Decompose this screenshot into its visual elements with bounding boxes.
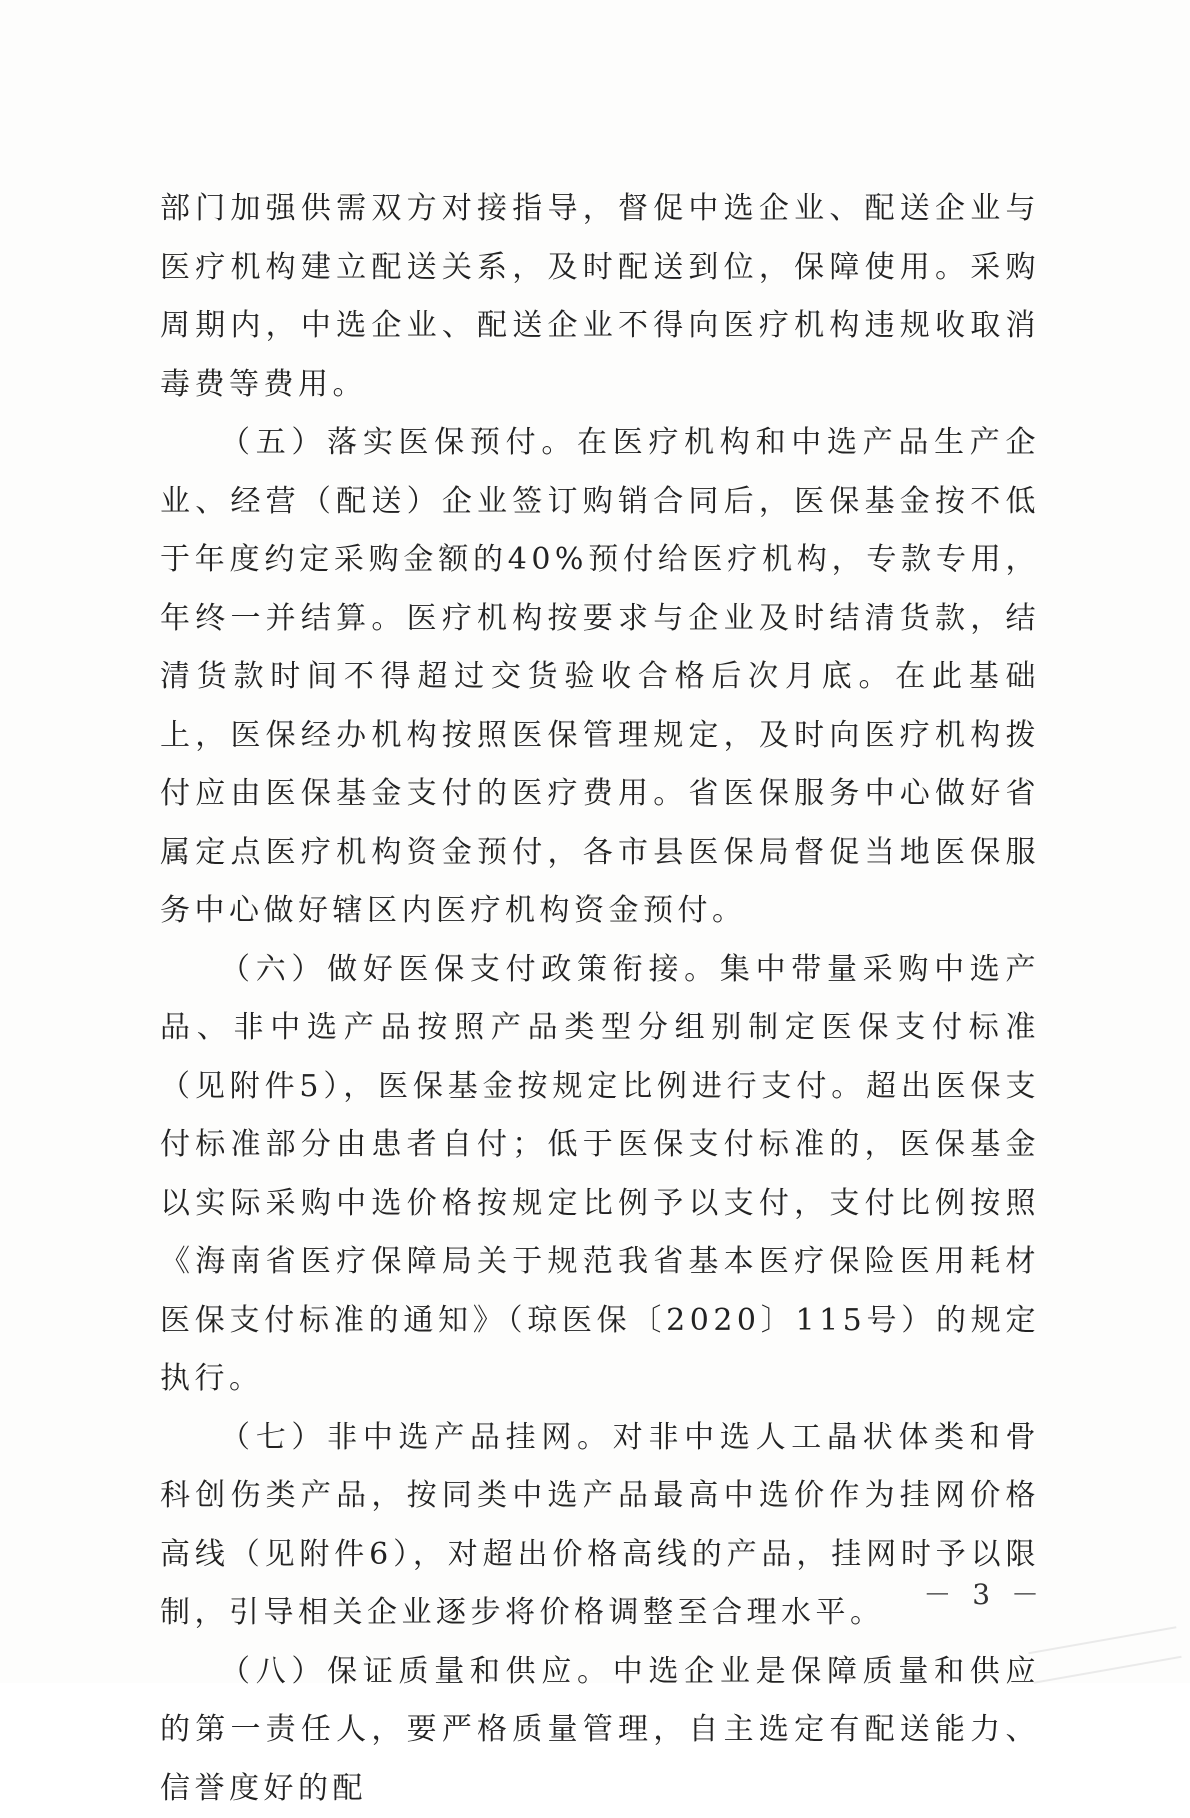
document-body	[160, 180, 1040, 1818]
page-number: － 3 －	[923, 1573, 1045, 1613]
paragraph-item-8: （八）保证质量和供应。中选企业是保障质量和供应的第一责任人，要严格质量管理，自主选定有配送能力、信誉度好的配	[160, 1643, 1040, 1818]
paragraph-continuation: 部门加强供需双方对接指导，督促中选企业、配送企业与医疗机构建立配送关系，及时配送到位，保障使用。采购周期内，中选企业、配送企业不得向医疗机构违规收取消毒费等费用。	[160, 180, 1040, 414]
watermark-stamp	[1028, 1626, 1181, 1684]
paragraph-item-5: （五）落实医保预付。在医疗机构和中选产品生产企业、经营（配送）企业签订购销合同后，医保基金按不低于年度约定采购金额的40%预付给医疗机构，专款专用，年终一并结算。医疗机构按要求与企业及时结清货款，结清货款时间不得超过交货验收合格后次月底。在此基础上，医保经办机构按照医保管理规定，及时向医疗机构拨付应由医保基金支付的医疗费用。省医保服务中心做好省属定点医疗机构资金预付，各市县医保局督促当地医保服务中心做好辖区内医疗机构资金预付。	[160, 414, 1040, 941]
paragraph-item-6: （六）做好医保支付政策衔接。集中带量采购中选产品、非中选产品按照产品类型分组别制定医保支付标准（见附件5），医保基金按规定比例进行支付。超出医保支付标准部分由患者自付；低于医保支付标准的，医保基金以实际采购中选价格按规定比例予以支付，支付比例按照《海南省医疗保障局关于规范我省基本医疗保险医用耗材医保支付标准的通知》（琼医保〔2020〕115号）的规定执行。	[160, 941, 1040, 1409]
paragraph-item-7: （七）非中选产品挂网。对非中选人工晶状体类和骨科创伤类产品，按同类中选产品最高中选价作为挂网价格高线（见附件6），对超出价格高线的产品，挂网时予以限制，引导相关企业逐步将价格调整至合理水平。	[160, 1409, 1040, 1643]
